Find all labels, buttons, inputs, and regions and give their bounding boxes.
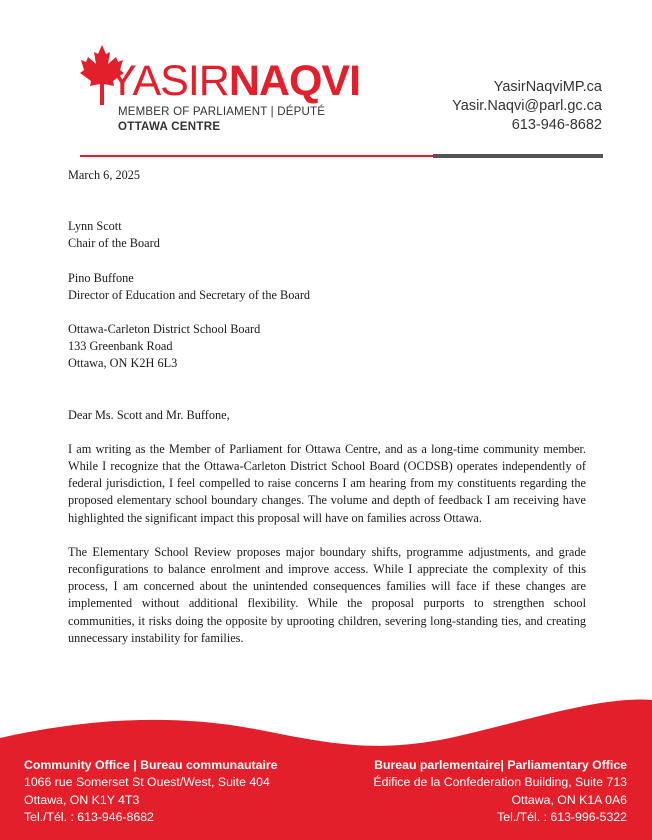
email-link[interactable]: Yasir.Naqvi@parl.gc.ca	[452, 98, 602, 114]
community-office	[24, 757, 278, 826]
header-rule-red	[80, 155, 433, 157]
recipient-title: Director of Education and Secretary of the Board	[68, 287, 311, 302]
parliamentary-office-title: Bureau parlementaire| Parliamentary Office	[374, 758, 627, 772]
logo-wordmark	[108, 58, 360, 104]
parliamentary-office-phone: Tel./Tél. : 613-996-5322	[497, 809, 627, 824]
recipient-name: Lynn Scott	[68, 219, 122, 234]
parliamentary-office	[373, 757, 627, 826]
header-rule-gray	[433, 154, 603, 158]
address-city: Ottawa, ON K2H 6L3	[68, 356, 178, 371]
phone-number: 613-946-8682	[511, 117, 602, 133]
address-street: 133 Greenbank Road	[68, 339, 173, 354]
logo-riding: OTTAWA CENTRE	[118, 121, 221, 133]
logo-last-name: NAQVI	[228, 57, 361, 105]
logo-subtitle: MEMBER OF PARLIAMENT | DÉPUTÉ	[118, 106, 326, 118]
logo-first-name: YASIR	[108, 57, 229, 105]
address-org: Ottawa-Carleton District School Board	[68, 322, 261, 337]
community-office-phone: Tel./Tél. : 613-946-8682	[24, 809, 154, 824]
letter-body	[68, 167, 586, 647]
paragraph: The Elementary School Review proposes major boundary shifts, programme adjustments, and grade reconfigurations to balance enrolment and improve access. While I appreciate the complexity of this process, I am concerned about the unintended consequences families will face if these changes are implemented without additional flexibility. While the proposal purports to strengthen school communities, it risks doing the opposite by uprooting children, severing long-standing ties, and creating unnecessary instability for families.	[68, 544, 586, 645]
community-office-city: Ottawa, ON K1Y 4T3	[24, 792, 140, 807]
community-office-title: Community Office | Bureau communautaire	[24, 758, 278, 772]
paragraph: I am writing as the Member of Parliament for Ottawa Centre, and as a long-time community member. While I recognize that the Ottawa-Carleton District School Board (OCDSB) operates independently of federal jurisdiction, I feel compelled to raise concerns I am hearing from my constituents regarding the proposed elementary school boundary changes. The volume and depth of feedback I am receiving have highlighted the significant impact this proposal will have on families across Ottawa.	[68, 441, 586, 525]
website-link[interactable]: YasirNaqviMP.ca	[493, 79, 602, 95]
parliamentary-office-address: Édifice de la Confederation Building, Suite 713	[373, 775, 627, 790]
logo	[80, 44, 380, 139]
letter-date: March 6, 2025	[68, 168, 141, 182]
community-office-address: 1066 rue Somerset St Ouest/West, Suite 404	[24, 775, 270, 790]
recipient-title: Chair of the Board	[68, 236, 160, 251]
salutation: Dear Ms. Scott and Mr. Buffone,	[68, 407, 230, 422]
parliamentary-office-city: Ottawa, ON K1A 0A6	[511, 792, 627, 807]
header-contact	[452, 78, 602, 135]
recipient-name: Pino Buffone	[68, 270, 134, 285]
